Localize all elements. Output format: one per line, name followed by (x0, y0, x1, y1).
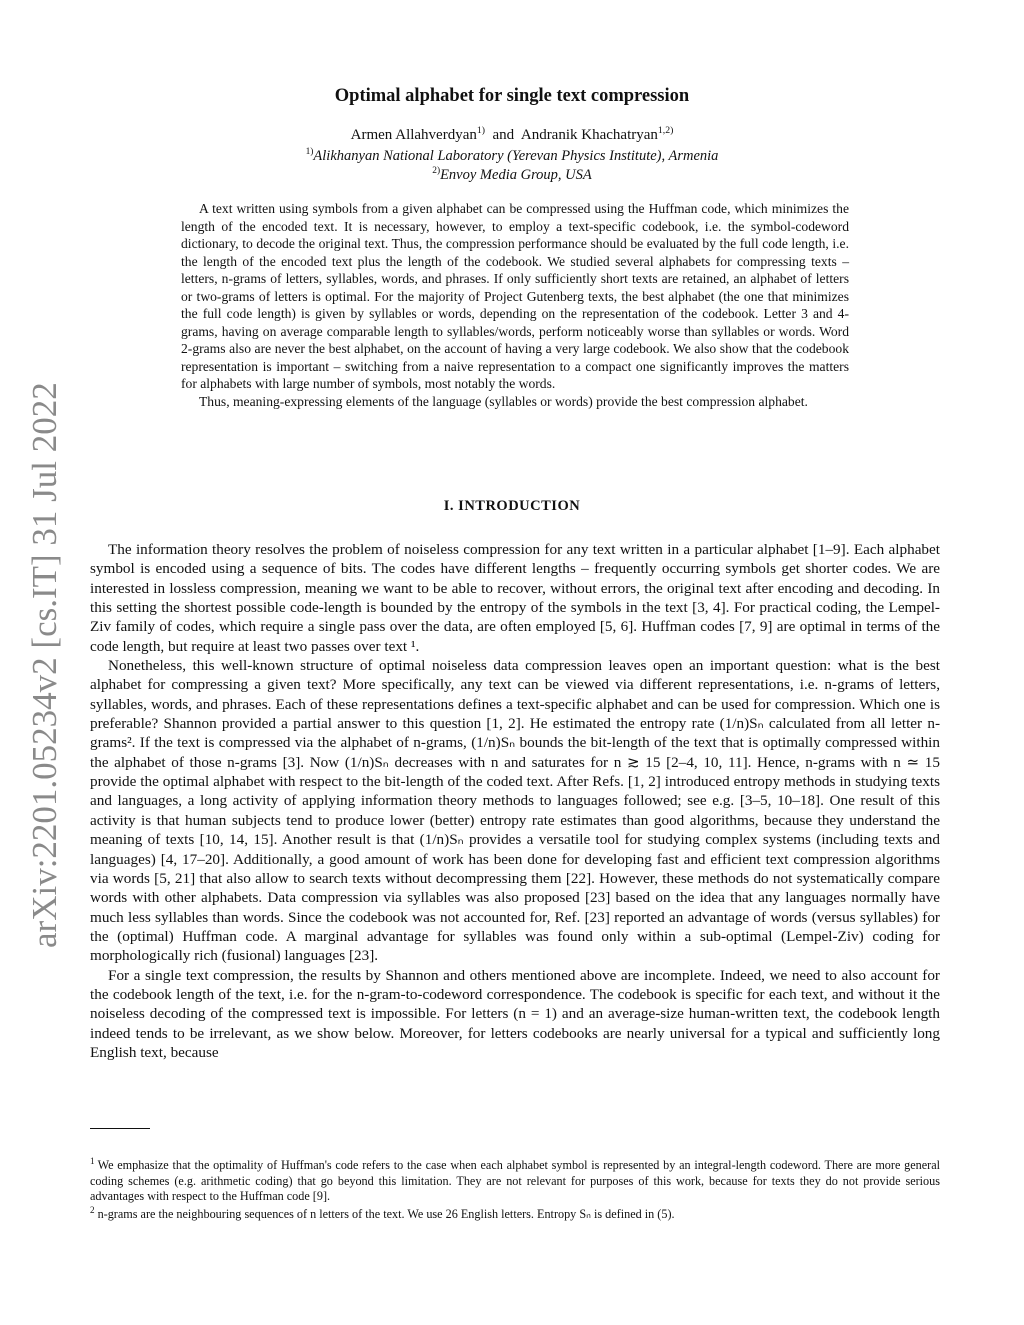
abstract-paragraph: A text written using symbols from a given alphabet can be compressed using the Huffman code, which minimizes the length of the encoded text. It is necessary, however, to employ a text-specific codebook, i.e. the symbol-codeword dictionary, to decode the original text. Thus, the compression performance should be evaluated by the full code length, i.e. the length of the encoded text plus the length of the codebook. We studied several alphabets for compressing texts – letters, n-grams of letters, syllables, words, and phrases. If only sufficiently short texts are retained, an alphabet of letters or two-grams of letters is optimal. For the majority of Project Gutenberg texts, the best alphabet (the one that minimizes the full code length) is given by syllables or words, depending on the representation of the codebook. Letter 3 and 4-grams, having on average comparable length to syllables/words, perform noticeably worse than syllables or words. Word 2-grams also are never the best alphabet, on the account of having a very large codebook. We also show that the codebook representation is important – switching from a naive representation to a compact one significantly improves the matters for alphabets with large number of symbols, most notably the words. (181, 201, 849, 392)
footnote-2 (90, 1204, 940, 1223)
author-2: Andranik Khachatryan (520, 127, 658, 143)
affiliation-1 (0, 148, 1024, 165)
author-and: and (492, 127, 515, 143)
arxiv-stamp-text: arXiv:2201.05234v2 [cs.IT] 31 Jul 2022 (25, 382, 64, 948)
paper-title: Optimal alphabet for single text compression (334, 86, 690, 106)
affiliation-2-mark: 2) (432, 166, 441, 177)
abstract (181, 200, 849, 411)
footnote-text: We emphasize that the optimality of Huffman's code refers to the case when each alphabet symbol is represented by an integral-length codeword. There are more general coding schemes (e.g. arithmetic coding) that go beyond this limitation. They are not relevant for purposes of this work, because for texts they do not provide serious advantages with respect to the Huffman code [9]. (90, 1158, 940, 1204)
abstract-paragraph: Thus, meaning-expressing elements of the language (syllables or words) provide the best compression alphabet. (199, 394, 808, 410)
body-paragraph: Nonetheless, this well-known structure of optimal noiseless data compression leaves open an important question: what is the best alphabet for compressing a given text? More specifically, any text can be viewed via different representations, i.e. n-grams of letters, syllables, words, and phrases. Each of these representations defines a text-specific alphabet and can be used for compression. Which one is preferable? Shannon provided a partial answer to this question [1, 2]. He estimated the entropy rate (1/n)Sₙ calculated from all letter n-grams². If the text is compressed via the alphabet of n-grams, (1/n)Sₙ bounds the bit-length of the text that is optimally compressed within the alphabet of those n-grams [3]. Now (1/n)Sₙ decreases with n and saturates for n ≳ 15 [2–4, 10, 11]. Hence, n-grams with n ≃ 15 provide the optimal alphabet with respect to the bit-length of the coded text. After Refs. [1, 2] introduced entropy methods in studying texts and languages, a long activity of applying information theory methods to languages followed; see e.g. [3–5, 10–18]. One result of this activity is that human subjects tend to produce lower (better) entropy rate estimates than good algorithms, because they understand the meaning of texts [10, 14, 15]. Another result is that (1/n)Sₙ provides a versatile tool for studying complex systems (including texts and languages) [4, 17–20]. Additionally, a good amount of work has been done for developing fast and efficient text compression algorithms via words [5, 21] that also allow to search texts without decompressing them [22]. However, these methods do not systematically compare words with other alphabets. Data compression via syllables was also proposed [23] based on the idea that any languages normally have much less syllables than words. Since the codebook was not accounted for, Ref. [23] reported an advantage of words (versus syllables) for the (optimal) Huffman code. A marginal advantage for syllables was found only within a sub-optimal (Lempel-Ziv) coding for morphologically rich (fusional) languages [23]. (90, 657, 940, 965)
introduction-body (90, 540, 940, 1062)
footnote-mark: 1 (90, 1155, 95, 1166)
section-heading-introduction: I. INTRODUCTION (443, 498, 581, 514)
author-1: Armen Allahverdyan (350, 127, 477, 143)
author-1-affil: 1) (476, 125, 485, 136)
footnote-mark: 2 (90, 1204, 95, 1215)
author-2-affil: 1,2) (657, 125, 674, 136)
footnotes (90, 1155, 940, 1224)
body-paragraph: The information theory resolves the problem of noiseless compression for any text written in a particular alphabet [1–9]. Each alphabet symbol is encoded using a sequence of bits. The codes have different lengths – frequently occurring symbols get shorter codes. We are interested in lossless compression, meaning we want to be able to recover, without errors, the original text after encoding and decoding. In this setting the shortest possible code-length is bounded by the entropy of the symbols in the text [3, 4]. For practical coding, the Lempel-Ziv family of codes, which require a single pass over the data, are often employed [5, 6]. Huffman codes [7, 9] are optimal in terms of the code length, but require at least two passes over text ¹. (90, 541, 940, 655)
arxiv-stamp (8, 378, 74, 948)
affiliation-1-mark: 1) (305, 147, 314, 158)
footnote-rule (90, 1128, 150, 1129)
footnote-1 (90, 1155, 940, 1205)
body-paragraph: For a single text compression, the results by Shannon and others mentioned above are incomplete. Indeed, we need to also account for the codebook length of the text, i.e. for the n-gram-to-codeword correspondence. The codebook is specific for each text, and without it the noiseless decoding of the compressed text is impossible. For letters (n = 1) and an average-size human-written text, the codebook length indeed tends to be irrelevant, as we show below. Moreover, for letters codebooks are nearly universal for a typical and sufficiently long English text, because (90, 966, 940, 1061)
affiliation-2-text: Envoy Media Group, USA (440, 167, 592, 183)
affiliation-1-text: Alikhanyan National Laboratory (Yerevan Physics Institute), Armenia (313, 148, 719, 164)
footnote-text: n-grams are the neighbouring sequences of n letters of the text. We use 26 English letters. Entropy Sₙ is defined in (5). (97, 1206, 675, 1221)
author-line (0, 127, 1024, 144)
affiliation-2 (0, 167, 1024, 184)
